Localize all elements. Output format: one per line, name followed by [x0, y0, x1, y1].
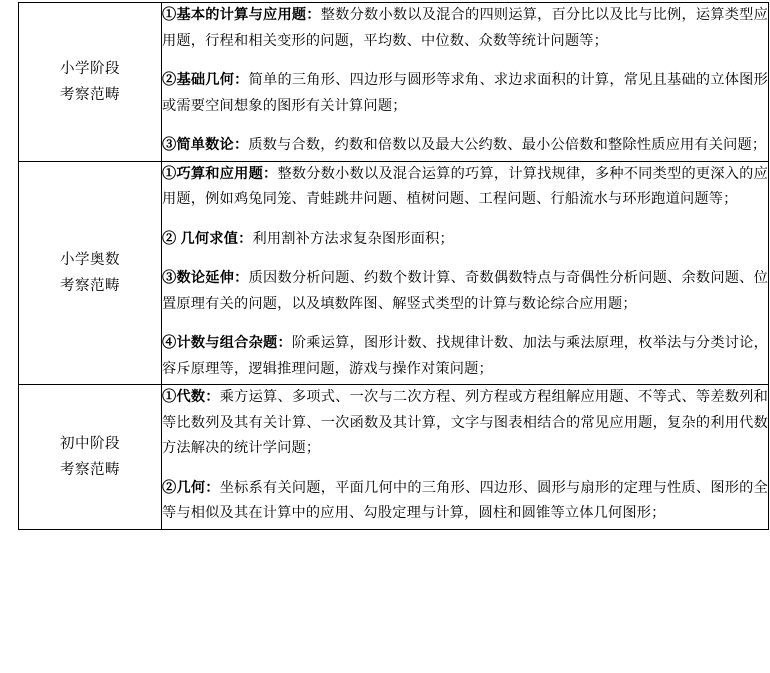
item-number: ② — [162, 72, 177, 88]
item-text: 质数与合数，约数和倍数以及最大公约数、最小公倍数和整除性质应用有关问题； — [248, 137, 767, 153]
item-lead: 简单数论： — [176, 137, 249, 153]
item-text: 坐标系有关问题，平面几何中的三角形、四边形、圆形与扇形的定理与性质、图形的全等与相似及其在计算中的应用、勾股定理与计算，圆柱和圆锥等立体几何图形； — [162, 479, 768, 521]
item-text: 整数分数小数以及混合运算的巧算，计算找规律，多种不同类型的更深入的应用题，例如鸡兔同笼、青蛙跳井问题、植树问题、工程问题、行船流水与环形跑道问题等； — [162, 165, 769, 207]
list-item — [162, 3, 768, 54]
category-line: 小学奥数 — [60, 251, 120, 268]
list-item — [162, 227, 768, 253]
item-number: ③ — [162, 137, 177, 153]
list-item — [162, 162, 768, 213]
item-lead: 数论延伸： — [176, 270, 249, 286]
item-lead: 基本的计算与应用题： — [176, 7, 321, 23]
item-lead: 基础几何： — [176, 72, 249, 88]
item-text: 简单的三角形、四边形与圆形等求角、求边求面积的计算，常见且基础的立体图形或需要空间想象的图形有关计算问题； — [162, 72, 769, 114]
item-lead: 几何求值： — [176, 230, 253, 247]
row-content-junior — [162, 385, 769, 530]
category-line: 初中阶段 — [60, 435, 120, 452]
item-text: 整数分数小数以及混合的四则运算，百分比以及比与比例，运算类型应用题，行程和相关变形的问题，平均数、中位数、众数等统计问题等； — [162, 7, 768, 49]
row-category-junior — [19, 385, 162, 530]
category-line: 考察范畴 — [60, 86, 120, 103]
list-item — [162, 476, 768, 527]
item-text: 阶乘运算，图形计数、找规律计数、加法与乘法原理，枚举法与分类讨论，容斥原理等，逻辑推理问题，游戏与操作对策问题； — [162, 335, 768, 377]
item-number: ① — [162, 389, 177, 405]
row-category-olympiad — [19, 161, 162, 385]
list-item — [162, 331, 768, 382]
item-number: ② — [162, 230, 177, 247]
item-number: ② — [162, 479, 177, 496]
list-item — [162, 385, 768, 462]
item-lead: 计数与组合杂题： — [176, 335, 292, 351]
item-text: 利用割补方法求复杂图形面积； — [252, 230, 454, 247]
category-line: 小学阶段 — [60, 60, 120, 77]
list-item — [162, 133, 768, 159]
item-lead: 几何： — [176, 479, 220, 496]
item-number: ① — [162, 7, 177, 23]
table-row — [19, 3, 769, 162]
item-lead: 代数： — [176, 389, 220, 405]
scope-table — [18, 2, 769, 530]
table-row — [19, 161, 769, 385]
item-number: ④ — [162, 335, 177, 351]
category-line: 考察范畴 — [60, 461, 120, 478]
list-item — [162, 266, 768, 317]
item-text: 质因数分析问题、约数个数计算、奇数偶数特点与奇偶性分析问题、余数问题、位置原理有关的问题，以及填数阵图、解竖式类型的计算与数论综合应用题； — [162, 270, 769, 312]
item-number: ① — [162, 165, 177, 182]
table-body — [19, 3, 769, 530]
list-item — [162, 68, 768, 119]
category-line: 考察范畴 — [60, 277, 120, 294]
row-content-primary — [162, 3, 769, 162]
row-category-primary — [19, 3, 162, 162]
item-lead: 巧算和应用题： — [176, 165, 278, 182]
item-text: 乘方运算、多项式、一次与二次方程、列方程或方程组解应用题、不等式、等差数列和等比数列及其有关计算、一次函数及其计算，文字与图表相结合的常见应用题，复杂的利用代数方法解决的统计学问题； — [162, 389, 768, 456]
item-number: ③ — [162, 270, 177, 286]
row-content-olympiad — [162, 161, 769, 385]
table-row — [19, 385, 769, 530]
